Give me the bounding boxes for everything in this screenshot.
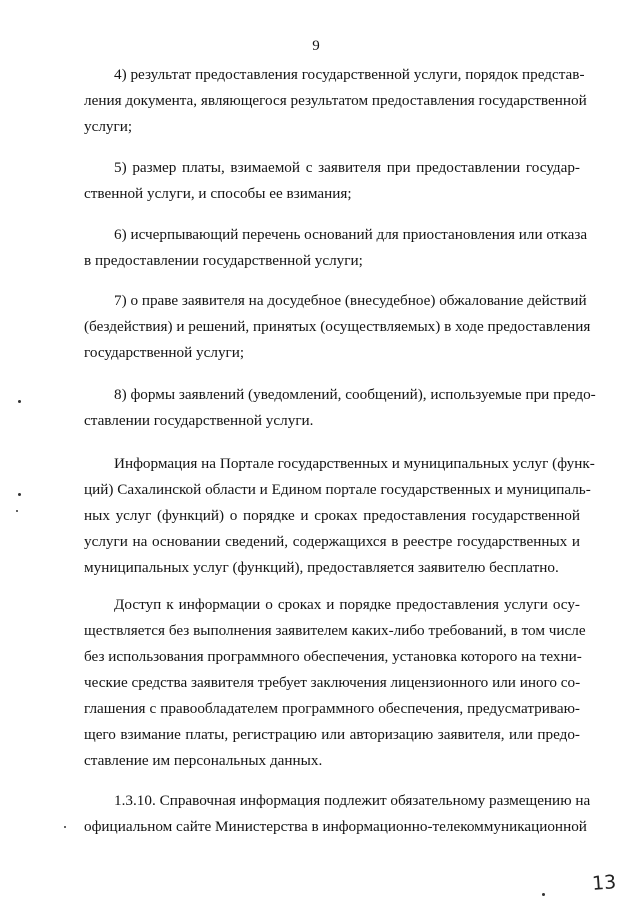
- text-line: ления документа, являющегося результатом предоставления государственной: [84, 92, 587, 109]
- paragraph-item-8: [84, 382, 596, 434]
- scan-speck: [64, 826, 66, 828]
- text-line: в предоставлении государственной услуги;: [84, 252, 363, 269]
- text-line: без использования программного обеспечения, установка которого на техни-: [84, 648, 582, 665]
- scan-speck: [16, 510, 18, 512]
- text-line: 1.3.10. Справочная информация подлежит обязательному размещению на: [114, 792, 591, 809]
- paragraph-1-3-10: [84, 788, 591, 840]
- paragraph-item-5: [84, 155, 580, 207]
- text-line: ставление им персональных данных.: [84, 752, 323, 769]
- text-line: ческие средства заявителя требует заключения лицензионного или иного со-: [84, 674, 581, 691]
- paragraph-portal-info: [84, 451, 595, 581]
- text-line: ных услуг (функций) о порядке и сроках предоставления государственной: [84, 507, 580, 524]
- text-line: глашения с правообладателем программного обеспечения, предусматриваю-: [84, 700, 580, 717]
- text-line: ществляется без выполнения заявителем каких-либо требований, в том числе: [84, 622, 586, 639]
- text-line: Информация на Портале государственных и муниципальных услуг (функ-: [114, 455, 595, 472]
- text-line: (бездействия) и решений, принятых (осуществляемых) в ходе предоставления: [84, 318, 591, 335]
- text-line: Доступ к информации о сроках и порядке предоставления услуги осу-: [114, 596, 580, 613]
- text-line: муниципальных услуг (функций), предоставляется заявителю бесплатно.: [84, 559, 559, 576]
- text-line: 8) формы заявлений (уведомлений, сообщений), используемые при предо-: [114, 386, 596, 403]
- text-line: услуги на основании сведений, содержащихся в реестре государственных и: [84, 533, 580, 550]
- paragraph-item-6: [84, 222, 588, 274]
- paragraph-access-info: [84, 592, 586, 774]
- text-line: ственной услуги, и способы ее взимания;: [84, 185, 352, 202]
- scan-speck: [18, 400, 21, 403]
- scan-speck: [542, 893, 545, 896]
- text-line: официальном сайте Министерства в информационно-телекоммуникационной: [84, 818, 587, 835]
- handwritten-page-mark: 13: [591, 871, 617, 895]
- paragraph-item-4: [84, 62, 587, 140]
- text-line: услуги;: [84, 118, 133, 135]
- text-line: щего взимание платы, регистрацию или авторизацию заявителя, или предо-: [84, 726, 580, 743]
- text-line: 5) размер платы, взимаемой с заявителя при предоставлении государ-: [114, 159, 580, 176]
- text-line: государственной услуги;: [84, 344, 245, 361]
- text-line: 7) о праве заявителя на досудебное (внесудебное) обжалование действий: [114, 292, 587, 309]
- paragraph-item-7: [84, 288, 591, 366]
- page-number: 9: [312, 38, 320, 54]
- scan-speck: [18, 493, 21, 496]
- text-line: ставлении государственной услуги.: [84, 412, 314, 429]
- text-line: ций) Сахалинской области и Едином портале государственных и муниципаль-: [84, 481, 591, 498]
- text-line: 6) исчерпывающий перечень оснований для приостановления или отказа: [114, 226, 588, 243]
- text-line: 4) результат предоставления государственной услуги, порядок представ-: [114, 66, 585, 83]
